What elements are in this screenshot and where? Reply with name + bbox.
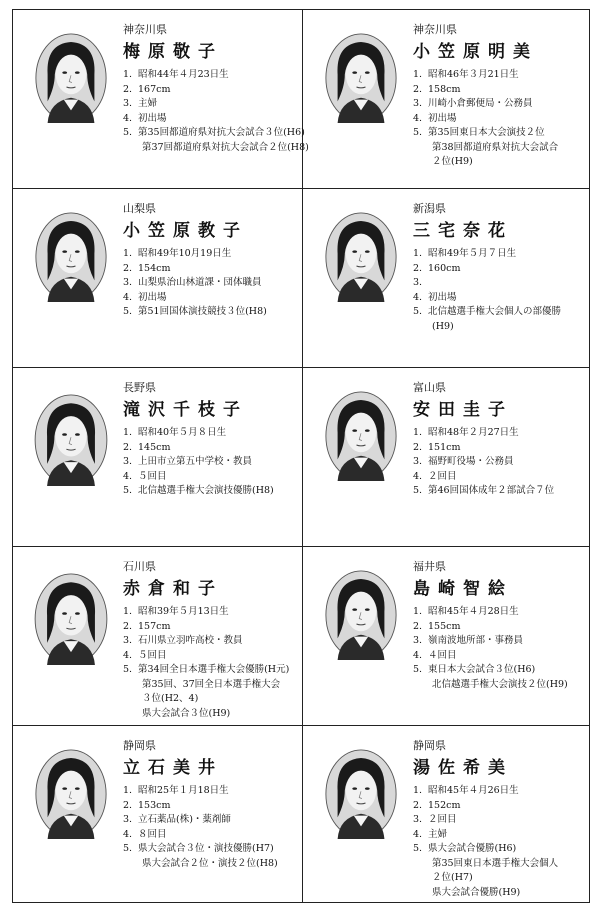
profile-facts — [123, 784, 299, 871]
profile-fact-item — [413, 470, 589, 485]
fact-number: 3. — [123, 456, 133, 467]
fact-line: 昭和44年４月23日生 — [138, 69, 229, 80]
profile-fact-item — [123, 470, 299, 485]
fact-text — [138, 649, 299, 664]
profile-facts — [413, 426, 589, 499]
profile-fact-item — [123, 813, 299, 828]
fact-text — [428, 276, 589, 291]
portrait-image — [35, 209, 107, 305]
profile-facts — [123, 605, 299, 721]
portrait-image — [325, 388, 397, 484]
fact-text — [428, 262, 589, 277]
fact-number: 4. — [123, 649, 133, 661]
fact-number: 2. — [413, 262, 423, 274]
profile-fact-item — [413, 291, 589, 306]
fact-number: 2. — [123, 620, 133, 632]
fact-line: 昭和45年４月28日生 — [428, 606, 519, 617]
profile-fact-item — [413, 112, 589, 127]
fact-line: 昭和39年５月13日生 — [138, 606, 229, 617]
athlete-name: 島崎智絵 — [413, 579, 513, 599]
fact-text — [138, 470, 299, 485]
fact-line: 県大会試合優勝(H6) — [428, 843, 517, 854]
profile-fact-item — [123, 620, 299, 635]
fact-number: 2. — [413, 620, 423, 632]
fact-text — [428, 620, 589, 635]
portrait-image — [31, 573, 111, 665]
fact-text — [428, 799, 589, 814]
profile-fact-item — [413, 426, 589, 441]
fact-line: 嶺南波地所部・事務員 — [428, 635, 524, 646]
athlete-name: 小笠原明美 — [413, 42, 538, 62]
fact-line: 昭和46年３月21日生 — [428, 69, 519, 80]
fact-line: 昭和49年５月７日生 — [428, 248, 517, 259]
profile-fact-item — [413, 799, 589, 814]
portrait-image — [35, 746, 107, 842]
fact-text — [428, 605, 589, 620]
fact-number: 3. — [123, 277, 133, 288]
fact-text — [138, 83, 299, 98]
portrait-photo — [325, 30, 397, 126]
profile-fact-item — [413, 484, 589, 499]
fact-line: 167cm — [138, 83, 171, 95]
profile-fact-item — [123, 112, 299, 127]
profile-fact-item — [123, 291, 299, 306]
fact-text — [138, 813, 299, 828]
profile-fact-item — [413, 305, 589, 334]
fact-text — [138, 441, 299, 456]
prefecture-label: 神奈川県 — [413, 23, 457, 36]
fact-line: 初出場 — [428, 291, 457, 303]
profile-facts — [123, 68, 309, 155]
fact-line: 第51回国体演技競技３位(H8) — [138, 306, 267, 317]
fact-line: 第37回都道府県対抗大会試合２位(H8) — [142, 141, 309, 153]
profile-fact-item — [123, 663, 299, 721]
fact-number: 3. — [413, 98, 423, 109]
fact-line: 第35回、37回全日本選手権大会 — [142, 678, 281, 690]
profile-fact-item — [123, 799, 299, 814]
fact-line: 初出場 — [138, 112, 167, 124]
fact-number: 2. — [123, 441, 133, 453]
fact-number: 4. — [413, 470, 423, 482]
portrait-photo — [31, 573, 111, 665]
fact-line: 東日本大会試合３位(H6) — [428, 664, 536, 675]
fact-line: (H9) — [432, 320, 454, 332]
fact-text — [428, 455, 589, 470]
fact-line: ４回目 — [428, 649, 457, 661]
portrait-photo — [325, 746, 397, 842]
fact-text — [428, 484, 589, 499]
fact-line: ２位(H9) — [432, 156, 473, 167]
fact-number: 3. — [123, 814, 133, 825]
fact-number: 4. — [123, 291, 133, 303]
profile-card — [13, 189, 302, 367]
profile-fact-item — [123, 441, 299, 456]
fact-number: 5. — [123, 127, 133, 138]
fact-line: 第38回都道府県対抗大会試合 — [432, 141, 559, 153]
fact-text — [428, 291, 589, 306]
profile-card — [303, 726, 592, 904]
fact-number: 1. — [123, 427, 133, 438]
portrait-photo — [35, 30, 107, 126]
prefecture-label: 神奈川県 — [123, 23, 167, 36]
profile-fact-item — [123, 247, 299, 262]
fact-number: 1. — [413, 69, 423, 80]
portrait-image — [325, 746, 397, 842]
fact-number: 4. — [413, 291, 423, 303]
fact-number: 1. — [413, 606, 423, 617]
fact-text — [138, 97, 299, 112]
fact-line: 151cm — [428, 441, 461, 453]
prefecture-label: 石川県 — [123, 560, 156, 573]
fact-text — [428, 663, 589, 692]
fact-number: 3. — [123, 98, 133, 109]
fact-text — [428, 126, 589, 170]
fact-text — [428, 634, 589, 649]
profile-fact-item — [413, 126, 589, 170]
fact-line: ５回目 — [138, 649, 167, 661]
fact-number: 2. — [123, 799, 133, 811]
fact-number: 5. — [413, 843, 423, 854]
profile-fact-item — [123, 634, 299, 649]
fact-text — [138, 68, 299, 83]
fact-line: 主婦 — [428, 828, 448, 840]
profile-fact-item — [413, 68, 589, 83]
fact-text — [428, 68, 589, 83]
fact-text — [428, 813, 589, 828]
fact-line: 145cm — [138, 441, 171, 453]
fact-line: 昭和45年４月26日生 — [428, 785, 519, 796]
fact-number: 2. — [413, 83, 423, 95]
fact-number: 4. — [123, 112, 133, 124]
profile-fact-item — [413, 605, 589, 620]
fact-line: 石川県立羽咋高校・教員 — [138, 635, 243, 646]
fact-line: 153cm — [138, 799, 171, 811]
fact-number: 1. — [413, 248, 423, 259]
fact-line: 152cm — [428, 799, 461, 811]
fact-line: 北信越選手権大会個人の部優勝 — [428, 306, 562, 317]
fact-line: 154cm — [138, 262, 171, 274]
fact-text — [428, 247, 589, 262]
profile-fact-item — [123, 305, 299, 320]
profile-fact-item — [123, 649, 299, 664]
fact-text — [138, 799, 299, 814]
fact-text — [138, 291, 299, 306]
profile-facts — [413, 605, 589, 692]
portrait-photo — [35, 209, 107, 305]
fact-text — [138, 305, 299, 320]
athlete-name: 赤倉和子 — [123, 579, 223, 599]
fact-line: 川崎小倉郵便局・公務員 — [428, 98, 533, 109]
athlete-name: 安田圭子 — [413, 400, 513, 420]
prefecture-label: 新潟県 — [413, 202, 446, 215]
fact-text — [428, 305, 589, 334]
profile-fact-item — [123, 455, 299, 470]
profile-fact-item — [123, 828, 299, 843]
fact-text — [138, 620, 299, 635]
fact-line: ５回目 — [138, 470, 167, 482]
fact-line: 第46回国体成年２部試合７位 — [428, 485, 555, 496]
profile-fact-item — [413, 813, 589, 828]
profile-card — [13, 10, 309, 188]
portrait-photo — [325, 388, 397, 484]
fact-line: 山梨県治山林道課・団体職員 — [138, 277, 262, 288]
profile-fact-item — [123, 426, 299, 441]
fact-line: ２回目 — [428, 814, 457, 825]
fact-number: 5. — [123, 306, 133, 317]
portrait-photo — [31, 394, 111, 486]
fact-line: 北信越選手権大会演技２位(H9) — [432, 678, 568, 690]
portrait-photo — [35, 746, 107, 842]
athlete-name: 滝沢千枝子 — [123, 400, 248, 420]
prefecture-label: 山梨県 — [123, 202, 156, 215]
profile-fact-item — [413, 276, 589, 291]
prefecture-label: 富山県 — [413, 381, 446, 394]
fact-number: 4. — [123, 470, 133, 482]
profile-fact-item — [123, 262, 299, 277]
profile-fact-item — [413, 262, 589, 277]
fact-line: 昭和40年５月８日生 — [138, 427, 227, 438]
fact-line: 157cm — [138, 620, 171, 632]
athlete-name: 梅原敬子 — [123, 42, 223, 62]
fact-number: 4. — [413, 649, 423, 661]
fact-number: 5. — [413, 306, 423, 317]
profile-fact-item — [413, 663, 589, 692]
profile-fact-item — [123, 484, 299, 499]
prefecture-label: 長野県 — [123, 381, 156, 394]
fact-number: 5. — [123, 485, 133, 496]
fact-number: 1. — [413, 427, 423, 438]
profile-grid — [12, 9, 590, 903]
fact-number: 2. — [123, 83, 133, 95]
profile-fact-item — [413, 649, 589, 664]
prefecture-label: 静岡県 — [413, 739, 446, 752]
profile-card — [303, 189, 592, 367]
portrait-photo — [325, 567, 397, 663]
fact-number: 4. — [413, 828, 423, 840]
profile-fact-item — [123, 842, 299, 871]
fact-line: 県大会試合２位・演技２位(H8) — [142, 857, 278, 869]
fact-line: 上田市立第五中学校・教員 — [138, 456, 253, 467]
fact-text — [138, 262, 299, 277]
profile-fact-item — [123, 97, 299, 112]
profile-fact-item — [123, 784, 299, 799]
fact-line: 初出場 — [138, 291, 167, 303]
profile-facts — [123, 426, 299, 499]
fact-number: 1. — [123, 248, 133, 259]
profile-card — [13, 726, 302, 904]
prefecture-label: 静岡県 — [123, 739, 156, 752]
fact-text — [138, 484, 299, 499]
fact-number: 5. — [413, 127, 423, 138]
profile-fact-item — [413, 247, 589, 262]
portrait-image — [35, 30, 107, 126]
profile-fact-item — [123, 126, 309, 155]
fact-text — [138, 634, 299, 649]
fact-number: 3. — [413, 814, 423, 825]
profile-fact-item — [123, 276, 299, 291]
fact-text — [138, 784, 299, 799]
fact-number: 5. — [123, 843, 133, 854]
fact-number: 5. — [123, 664, 133, 675]
fact-line: 155cm — [428, 620, 461, 632]
athlete-name: 小笠原教子 — [123, 221, 248, 241]
fact-number: 3. — [413, 635, 423, 646]
fact-number: 1. — [123, 785, 133, 796]
fact-number: 1. — [413, 785, 423, 796]
fact-line: 第34回全日本選手権大会優勝(H元) — [138, 664, 290, 675]
profile-fact-item — [413, 97, 589, 112]
fact-line: ２回目 — [428, 470, 457, 482]
fact-text — [428, 828, 589, 843]
portrait-photo — [325, 209, 397, 305]
profile-card — [303, 10, 592, 188]
fact-text — [138, 842, 299, 871]
fact-text — [428, 426, 589, 441]
athlete-name: 立石美井 — [123, 758, 223, 778]
profile-card — [303, 368, 592, 546]
fact-text — [138, 247, 299, 262]
fact-line: 158cm — [428, 83, 461, 95]
profile-fact-item — [413, 455, 589, 470]
fact-line: 県大会試合３位(H9) — [142, 707, 231, 719]
profile-fact-item — [413, 620, 589, 635]
fact-text — [428, 842, 589, 900]
fact-line: ２位(H7) — [432, 872, 473, 883]
portrait-image — [325, 567, 397, 663]
fact-line: ８回目 — [138, 828, 167, 840]
profile-facts — [413, 68, 589, 170]
fact-text — [138, 276, 299, 291]
fact-text — [428, 649, 589, 664]
fact-text — [428, 784, 589, 799]
fact-text — [428, 97, 589, 112]
profile-fact-item — [413, 83, 589, 98]
profile-fact-item — [123, 68, 299, 83]
fact-text — [428, 441, 589, 456]
prefecture-label: 福井県 — [413, 560, 446, 573]
fact-line: 昭和48年２月27日生 — [428, 427, 519, 438]
fact-text — [138, 828, 299, 843]
fact-line: 県大会試合３位・演技優勝(H7) — [138, 843, 274, 854]
fact-line: 第35回東日本選手権大会個人 — [432, 857, 559, 869]
fact-text — [428, 470, 589, 485]
fact-text — [138, 455, 299, 470]
fact-text — [138, 126, 309, 155]
fact-line: 立石薬品(株)・薬剤師 — [138, 814, 231, 825]
portrait-image — [325, 30, 397, 126]
fact-line: 県大会試合優勝(H9) — [432, 886, 521, 898]
fact-number: 1. — [123, 69, 133, 80]
fact-line: 主婦 — [138, 98, 158, 109]
fact-number: 2. — [413, 799, 423, 811]
profile-fact-item — [413, 634, 589, 649]
athlete-name: 三宅奈花 — [413, 221, 513, 241]
fact-text — [138, 663, 299, 721]
fact-text — [428, 83, 589, 98]
profile-fact-item — [123, 83, 299, 98]
profile-facts — [413, 784, 589, 900]
fact-line: 第35回東日本大会演技２位 — [428, 127, 545, 138]
fact-number: 1. — [123, 606, 133, 617]
profile-card — [13, 547, 302, 725]
profile-facts — [413, 247, 589, 334]
fact-line: 福野町役場・公務員 — [428, 456, 514, 467]
fact-text — [138, 605, 299, 620]
fact-number: 3. — [413, 277, 423, 288]
fact-number: 5. — [413, 485, 423, 496]
fact-number: 3. — [413, 456, 423, 467]
profile-fact-item — [413, 441, 589, 456]
fact-line: 第35回都道府県対抗大会試合３位(H6) — [138, 127, 305, 138]
fact-text — [138, 112, 299, 127]
fact-text — [138, 426, 299, 441]
fact-line: 昭和25年１月18日生 — [138, 785, 229, 796]
profile-fact-item — [413, 828, 589, 843]
profile-fact-item — [413, 842, 589, 900]
portrait-image — [325, 209, 397, 305]
profile-facts — [123, 247, 299, 320]
fact-number: 2. — [413, 441, 423, 453]
fact-number: 5. — [413, 664, 423, 675]
profile-fact-item — [413, 784, 589, 799]
fact-line: ３位(H2、4) — [142, 693, 199, 704]
portrait-image — [31, 394, 111, 486]
fact-number: 4. — [413, 112, 423, 124]
profile-fact-item — [123, 605, 299, 620]
fact-number: 2. — [123, 262, 133, 274]
fact-line: 初出場 — [428, 112, 457, 124]
fact-number: 4. — [123, 828, 133, 840]
fact-line: 160cm — [428, 262, 461, 274]
profile-card — [303, 547, 592, 725]
athlete-name: 湯佐希美 — [413, 758, 513, 778]
fact-line: 昭和49年10月19日生 — [138, 248, 232, 259]
fact-line: 北信越選手権大会演技優勝(H8) — [138, 485, 274, 496]
fact-number: 3. — [123, 635, 133, 646]
profile-card — [13, 368, 302, 546]
fact-text — [428, 112, 589, 127]
